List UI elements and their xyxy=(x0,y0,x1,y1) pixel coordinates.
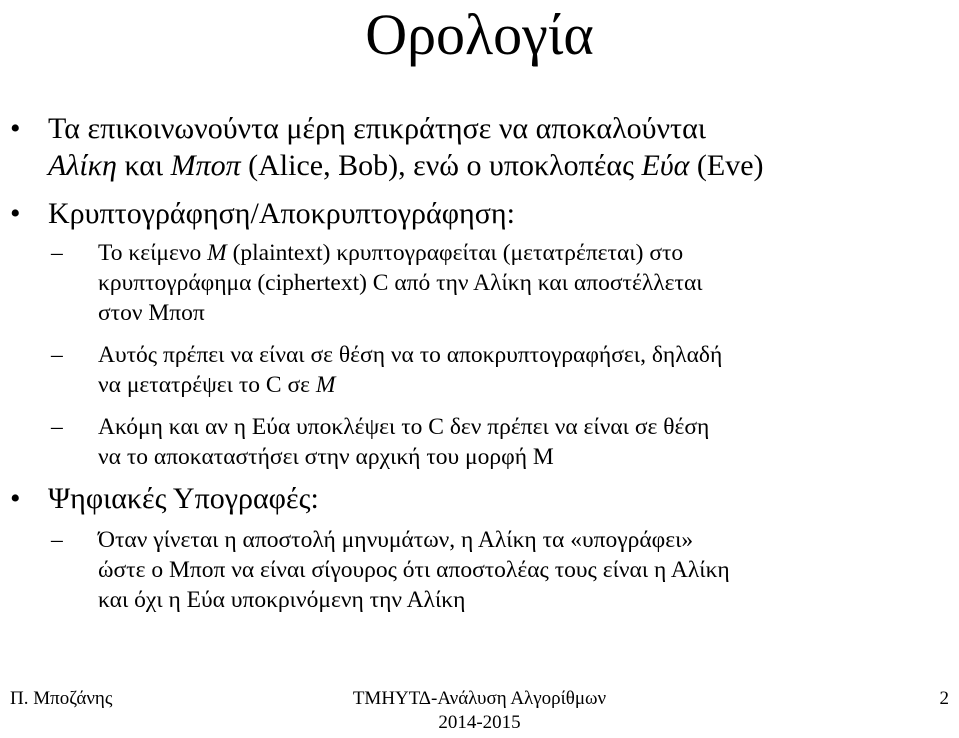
bullet-terminology xyxy=(10,110,953,184)
bullet-line: Τα επικοινωνούντα μέρη επικράτησε να αποκαλούνται xyxy=(48,112,706,145)
dash-icon: – xyxy=(51,527,63,553)
footer-year: 2014-2015 xyxy=(438,712,521,733)
page-number: 2 xyxy=(939,688,949,709)
footer-course: ΤΜΗΥΤΔ-Ανάλυση Αλγορίθμων xyxy=(352,688,607,709)
name-alice: Αλίκη xyxy=(48,149,117,182)
footer-author: Π. Μποζάνης xyxy=(10,688,113,709)
name-eve: Εύα xyxy=(641,149,690,182)
dash-icon: – xyxy=(51,342,63,368)
name-bob: Μποπ xyxy=(170,149,241,182)
dash-icon: – xyxy=(51,240,63,266)
sub-bullet-plaintext: – Το κείμενο M (plaintext) κρυπτογραφείται (μετατρέπεται) στο κρυπτογράφημα (ciphertext) C από την Αλίκη και αποστέλλεται στον Μποπ xyxy=(51,240,703,326)
slide-title: Ορολογία xyxy=(365,2,594,67)
bullet-line: Αλίκη και Μποπ (Alice, Bob), ενώ ο υποκλοπέας Εύα (Eve) xyxy=(48,149,764,182)
sub-bullet-sign: – Όταν γίνεται η αποστολή μηνυμάτων, η Αλίκη τα «υπογράφει» ώστε ο Μποπ να είναι σίγουρος ότι αποστολέας τους είναι η Αλίκη και όχι η Εύα υποκρινόμενη την Αλίκη xyxy=(51,527,730,613)
bullet-encryption xyxy=(10,195,953,232)
dash-icon: – xyxy=(51,414,63,440)
bullet-label: Ψηφιακές Υπογραφές: xyxy=(48,482,319,515)
sub-bullet-decrypt: – Αυτός πρέπει να είναι σε θέση να το αποκρυπτογραφήσει, δηλαδή να μετατρέψει το C σε M xyxy=(51,342,723,398)
bullet-dot-icon: • xyxy=(10,482,21,515)
bullet-dot-icon: • xyxy=(10,112,21,145)
bullet-label: Κρυπτογράφηση/Αποκρυπτογράφηση: xyxy=(48,197,515,230)
sub-bullet-eve: – Ακόμη και αν η Εύα υποκλέψει το C δεν πρέπει να είναι σε θέση να το αποκαταστήσει στην αρχική του μορφή Μ xyxy=(51,414,710,470)
bullet-signatures xyxy=(10,480,953,517)
bullet-dot-icon: • xyxy=(10,197,21,230)
